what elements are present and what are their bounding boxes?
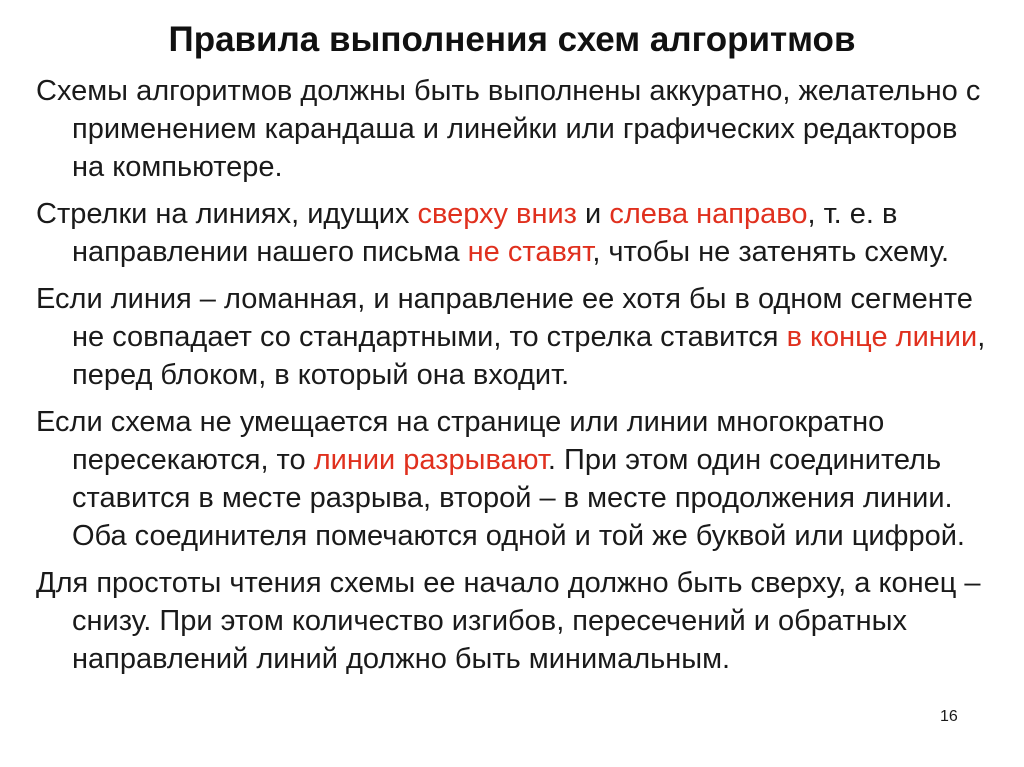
highlighted-phrase: не ставят	[467, 236, 593, 268]
paragraph-text: Если линия – ломанная, и направление ее хотя бы в одном сегменте не совпадает со стандартными, то стрелка ставится	[36, 283, 973, 353]
paragraph	[36, 280, 996, 394]
paragraph-text: Если схема не умещается на странице или линии многократно пересекаются, то	[36, 406, 885, 476]
paragraph-text: Стрелки на линиях, идущих	[36, 198, 418, 230]
page-number: 16	[940, 708, 958, 725]
paragraph-text: , перед блоком, в который она входит.	[72, 321, 986, 391]
paragraph-text: , чтобы не затенять схему.	[592, 236, 950, 268]
paragraph-text: . При этом один соединитель ставится в месте разрыва, второй – в месте продолжения линии. Оба соединителя помечаются одной и той же буквой или цифрой.	[72, 444, 965, 552]
paragraph	[36, 195, 996, 271]
highlighted-phrase: линии разрывают	[313, 444, 548, 476]
paragraph	[36, 564, 996, 678]
paragraph-text: Для простоты чтения схемы ее начало должно быть сверху, а конец – снизу. При этом количество изгибов, пересечений и обратных направлений линий должно быть минимальным.	[36, 567, 981, 675]
highlighted-phrase: сверху вниз	[417, 198, 577, 230]
highlighted-phrase: слева направо	[609, 198, 808, 230]
highlighted-phrase: в конце линии	[786, 321, 978, 353]
paragraph-text: , т. е. в направлении нашего письма	[72, 198, 898, 268]
slide-body	[36, 72, 996, 687]
slide-title: Правила выполнения схем алгоритмов	[168, 20, 856, 59]
paragraph-text: и	[576, 198, 610, 230]
paragraph	[36, 72, 996, 186]
paragraph-text: Схемы алгоритмов должны быть выполнены аккуратно, желательно с применением карандаша и линейки или графических редакторов на компьютере.	[36, 75, 981, 183]
paragraph	[36, 403, 996, 555]
